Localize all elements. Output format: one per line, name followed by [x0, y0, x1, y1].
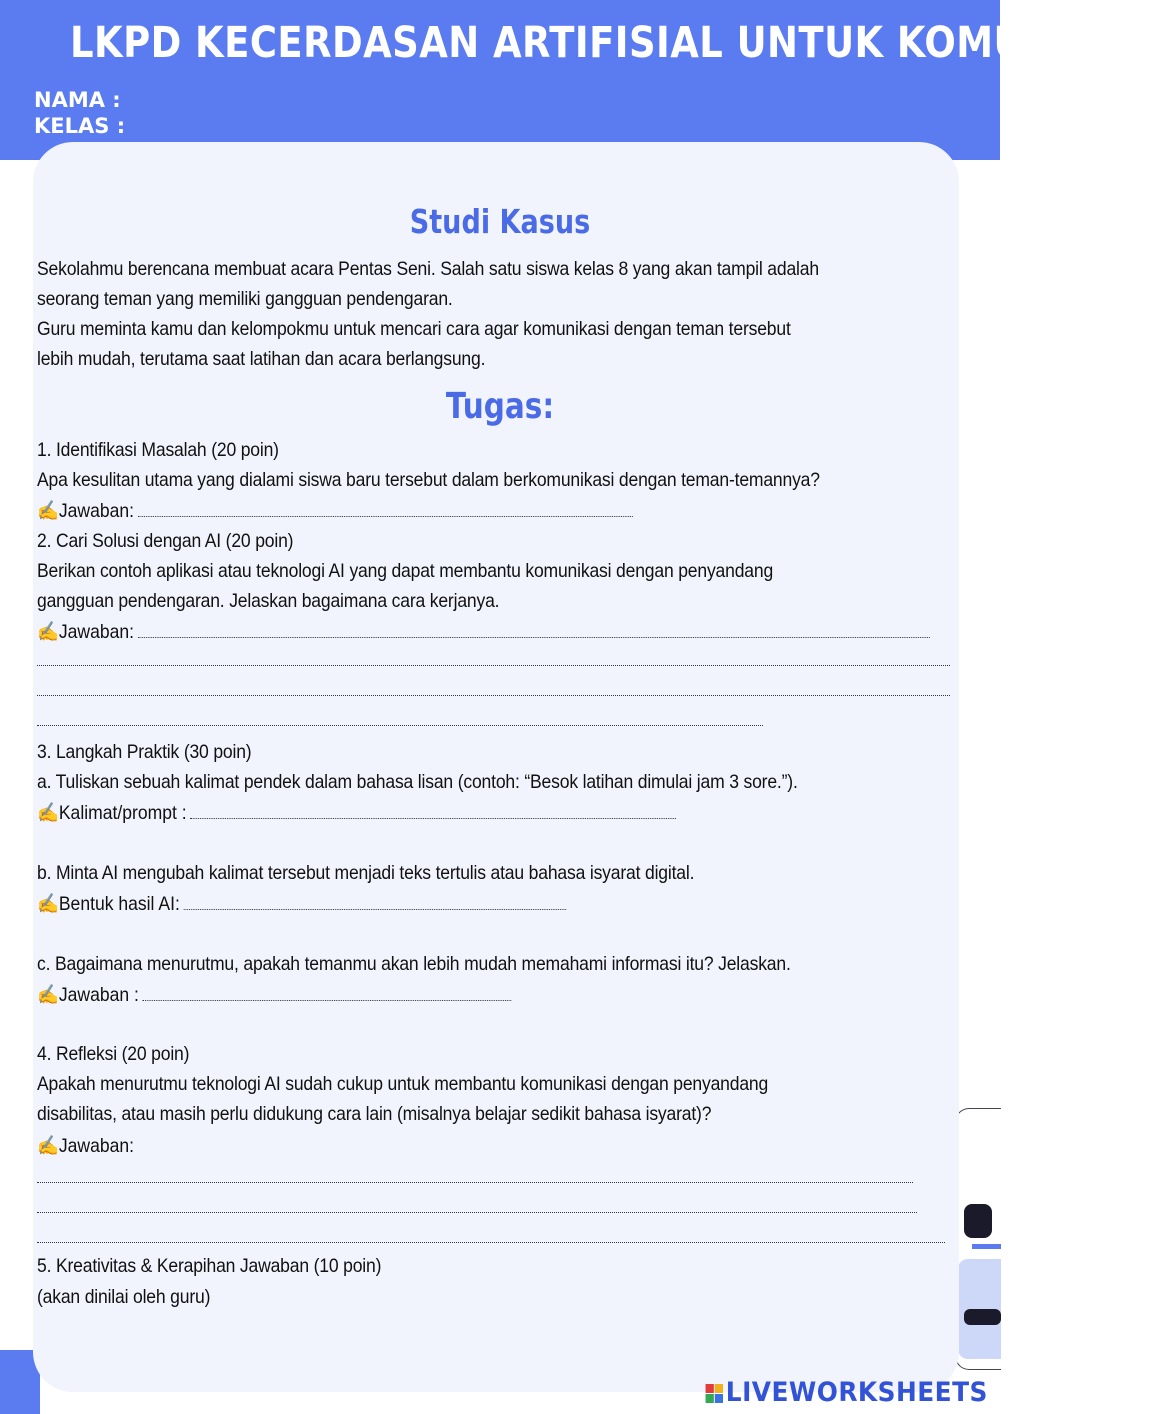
task-3b-question: b. Minta AI mengubah kalimat tersebut menjadi teks tertulis atau bahasa isyarat digital.: [37, 862, 695, 884]
task-4-question: Apakah menurutmu teknologi AI sudah cukup untuk membantu komunikasi dengan penyandang: [37, 1073, 769, 1095]
task-4-answer[interactable]: [37, 1134, 134, 1158]
task-1-title: 1. Identifikasi Masalah (20 poin): [37, 439, 279, 461]
answer-line[interactable]: [190, 804, 676, 819]
writing-hand-icon: ✍: [37, 621, 59, 643]
task-5-title: 5. Kreativitas & Kerapihan Jawaban (10 poin): [37, 1255, 382, 1277]
robot-eye-icon: [964, 1204, 992, 1238]
case-study-line: Sekolahmu berencana membuat acara Pentas Seni. Salah satu siswa kelas 8 yang akan tampil adalah: [37, 258, 819, 280]
answer-line[interactable]: [138, 502, 633, 517]
task-3c-answer[interactable]: [37, 983, 511, 1007]
task-1-question: Apa kesulitan utama yang dialami siswa baru tersebut dalam berkomunikasi dengan teman-temannya?: [37, 469, 820, 491]
answer-line[interactable]: [37, 715, 763, 726]
answer-line[interactable]: [37, 655, 950, 666]
answer-label: Jawaban :: [58, 984, 139, 1006]
answer-line[interactable]: [138, 623, 930, 638]
case-study-line: lebih mudah, terutama saat latihan dan acara berlangsung.: [37, 348, 486, 370]
class-label: KELAS :: [34, 114, 126, 138]
task-2-question: Berikan contoh aplikasi atau teknologi AI yang dapat membantu komunikasi dengan penyandang: [37, 560, 774, 582]
case-study-line: Guru meminta kamu dan kelompokmu untuk mencari cara agar komunikasi dengan teman tersebut: [37, 318, 791, 340]
robot-illustration: [955, 1108, 1001, 1370]
task-2-answer[interactable]: [37, 620, 930, 644]
answer-line[interactable]: [37, 1202, 917, 1213]
task-4-question: disabilitas, atau masih perlu didukung cara lain (misalnya belajar sedikit bahasa isyarat)?: [37, 1103, 712, 1125]
answer-line[interactable]: [37, 1232, 945, 1243]
task-4-title: 4. Refleksi (20 poin): [37, 1043, 190, 1065]
answer-label: Kalimat/prompt :: [58, 802, 187, 824]
answer-line[interactable]: [37, 685, 950, 696]
task-3a-question: a. Tuliskan sebuah kalimat pendek dalam bahasa lisan (contoh: “Besok latihan dimulai jam 3 sore.”).: [37, 771, 798, 793]
liveworksheets-watermark: [706, 1377, 988, 1408]
answer-line[interactable]: [142, 986, 511, 1001]
watermark-text: LIVEWORKSHEETS: [725, 1377, 988, 1408]
answer-label: Bentuk hasil AI:: [58, 893, 180, 915]
task-3a-answer[interactable]: [37, 801, 676, 825]
writing-hand-icon: ✍: [37, 1135, 59, 1157]
task-3b-answer[interactable]: [37, 892, 566, 916]
liveworksheets-logo-icon: [706, 1384, 723, 1403]
writing-hand-icon: ✍: [37, 500, 59, 522]
task-3c-question: c. Bagaimana menurutmu, apakah temanmu akan lebih mudah memahami informasi itu? Jelaskan.: [37, 953, 791, 975]
task-2-question: gangguan pendengaran. Jelaskan bagaimana cara kerjanya.: [37, 590, 500, 612]
name-label: NAMA :: [34, 88, 121, 112]
answer-label: Jawaban:: [58, 621, 134, 643]
case-study-line: seorang teman yang memiliki gangguan pendengaran.: [37, 288, 453, 310]
answer-line[interactable]: [37, 1172, 913, 1183]
task-5-note: (akan dinilai oleh guru): [37, 1286, 211, 1308]
writing-hand-icon: ✍: [37, 893, 59, 915]
writing-hand-icon: ✍: [37, 984, 59, 1006]
tasks-heading: Tugas:: [445, 386, 555, 427]
task-1-answer[interactable]: [37, 499, 633, 523]
answer-label: Jawaban:: [58, 500, 134, 522]
answer-label: Jawaban:: [58, 1135, 134, 1157]
task-2-title: 2. Cari Solusi dengan AI (20 poin): [37, 530, 294, 552]
answer-line[interactable]: [183, 895, 566, 910]
case-study-heading: Studi Kasus: [409, 202, 591, 241]
writing-hand-icon: ✍: [37, 802, 59, 824]
task-3-title: 3. Langkah Praktik (30 poin): [37, 741, 252, 763]
page-title: LKPD KECERDASAN ARTIFISIAL UNTUK KOMUNIKASI: [70, 18, 1169, 68]
